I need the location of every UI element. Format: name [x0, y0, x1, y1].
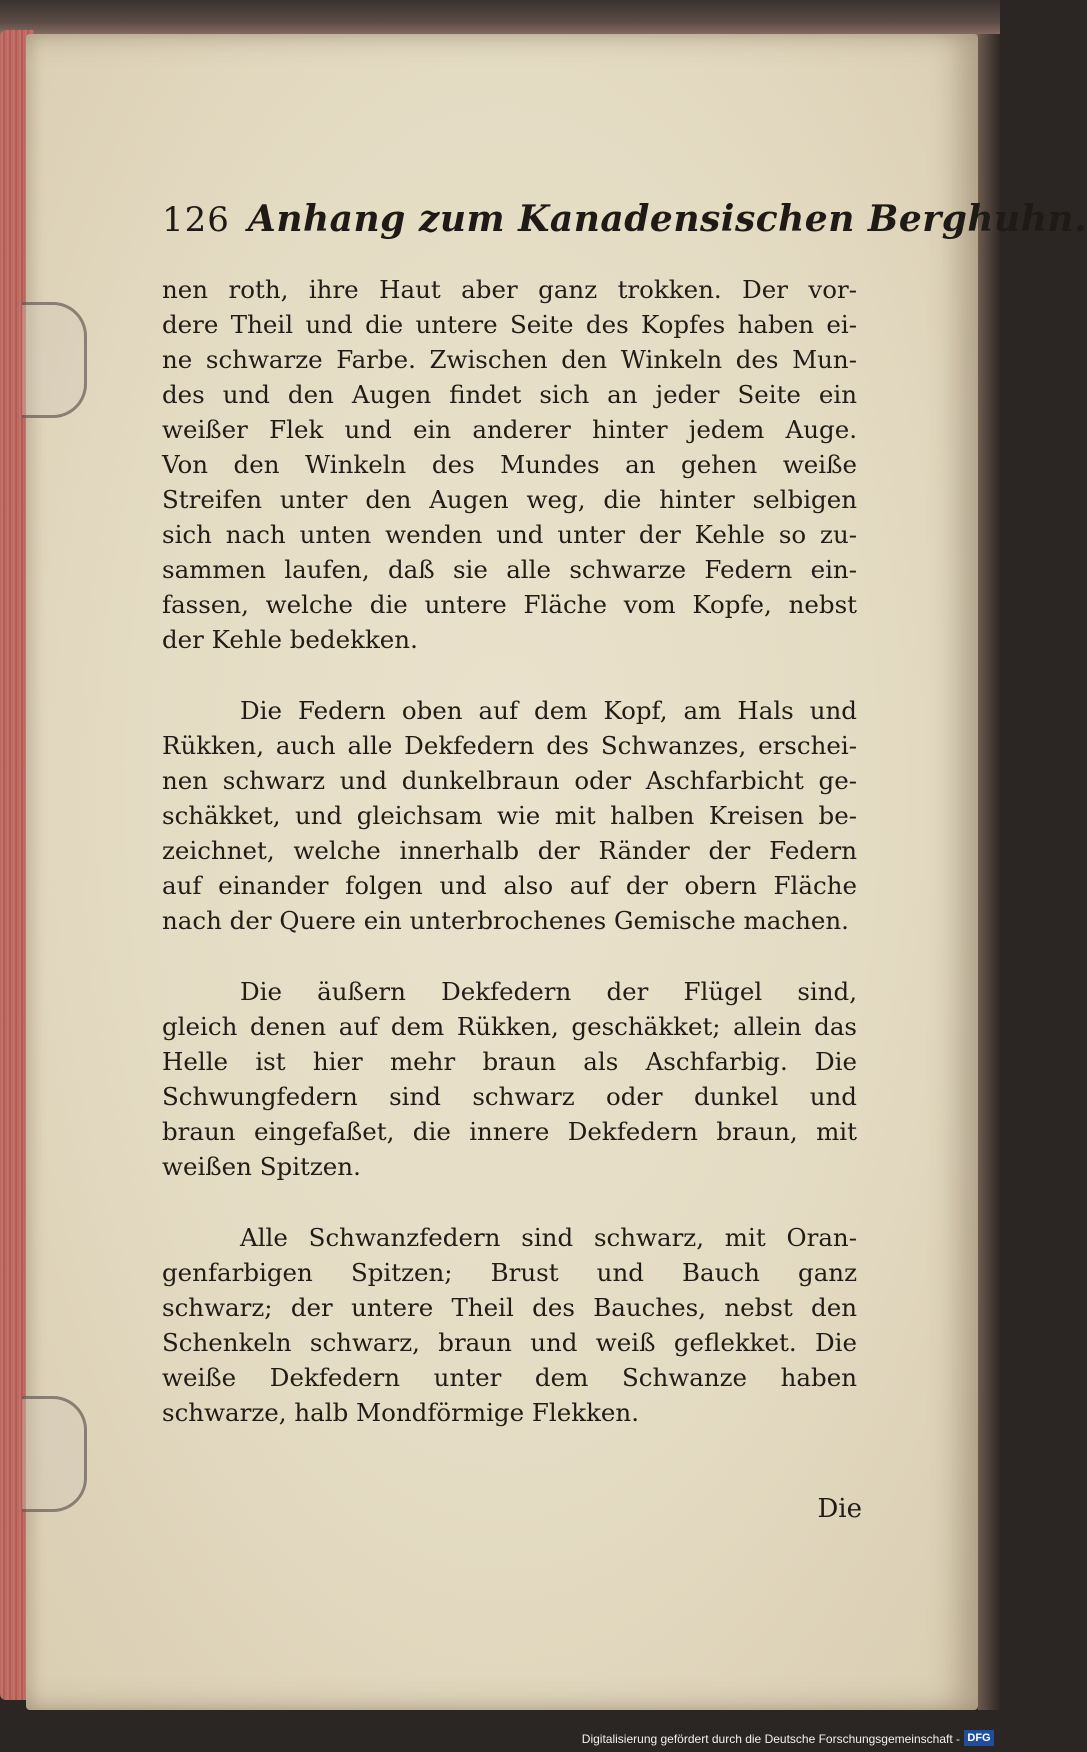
text-line: schwarz; der untere Theil des Bauches, nebst den [162, 1293, 857, 1322]
book-gutter [978, 34, 1000, 1710]
page-body [162, 272, 857, 1466]
text-line: Helle ist hier mehr braun als Aschfarbig. Die [162, 1047, 857, 1076]
text-line: nen roth, ihre Haut aber ganz trokken. Der vor- [162, 275, 857, 304]
text-line: Streifen unter den Augen weg, die hinter selbigen [162, 485, 857, 514]
text-line: Schenkeln schwarz, braun und weiß geflekket. Die [162, 1328, 857, 1357]
footer-credit: Digitalisierung gefördert durch die Deutsche Forschungsgemeinschaft - [581, 1732, 960, 1746]
text-line: Rükken, auch alle Dekfedern des Schwanzes, erschei- [162, 731, 857, 760]
text-line: sich nach unten wenden und unter der Kehle so zu- [162, 520, 857, 549]
text-line: weiße Dekfedern unter dem Schwanze haben [162, 1363, 857, 1392]
page-clip-bottom [22, 1396, 87, 1512]
paragraph-3 [162, 974, 857, 1184]
text-line: gleich denen auf dem Rükken, geschäkket; allein das [162, 1012, 857, 1041]
paragraph-4 [162, 1220, 857, 1430]
text-line: nen schwarz und dunkelbraun oder Aschfarbicht ge- [162, 766, 857, 795]
text-line: nach der Quere ein unterbrochenes Gemische machen. [162, 906, 849, 935]
text-line: des und den Augen findet sich an jeder Seite ein [162, 380, 857, 409]
catchword: Die [817, 1494, 862, 1524]
text-line: auf einander folgen und also auf der obern Fläche [162, 871, 857, 900]
text-line: Schwungfedern sind schwarz oder dunkel und [162, 1082, 857, 1111]
text-line: der Kehle bedekken. [162, 625, 418, 654]
page-clip-top [22, 302, 87, 418]
book-top-edge [0, 0, 1000, 36]
dfg-logo: DFG [964, 1730, 994, 1746]
running-title: Anhang zum Kanadensischen Berghuhn. [247, 198, 1087, 240]
text-line: ne schwarze Farbe. Zwischen den Winkeln des Mun- [162, 345, 857, 374]
footer-bar [0, 1720, 1000, 1752]
text-line: schwarze, halb Mondförmige Flekken. [162, 1398, 639, 1427]
text-line: weißen Spitzen. [162, 1152, 361, 1181]
paragraph-2 [162, 693, 857, 938]
text-line: genfarbigen Spitzen; Brust und Bauch ganz [162, 1258, 857, 1287]
text-line: fassen, welche die untere Fläche vom Kopfe, nebst [162, 590, 857, 619]
text-line: Die Federn oben auf dem Kopf, am Hals und [240, 696, 857, 725]
text-line: Alle Schwanzfedern sind schwarz, mit Oran- [240, 1223, 857, 1252]
text-line: zeichnet, welche innerhalb der Ränder der Federn [162, 836, 857, 865]
text-line: Die äußern Dekfedern der Flügel sind, [240, 977, 857, 1006]
page-header [162, 198, 1087, 240]
text-line: weißer Flek und ein anderer hinter jedem Auge. [162, 415, 857, 444]
paragraph-1 [162, 272, 857, 657]
page-number: 126 [162, 200, 230, 240]
text-line: dere Theil und die untere Seite des Kopfes haben ei- [162, 310, 857, 339]
text-line: schäkket, und gleichsam wie mit halben Kreisen be- [162, 801, 857, 830]
text-line: Von den Winkeln des Mundes an gehen weiße [162, 450, 857, 479]
text-line: sammen laufen, daß sie alle schwarze Federn ein- [162, 555, 857, 584]
text-line: braun eingefaßet, die innere Dekfedern braun, mit [162, 1117, 857, 1146]
